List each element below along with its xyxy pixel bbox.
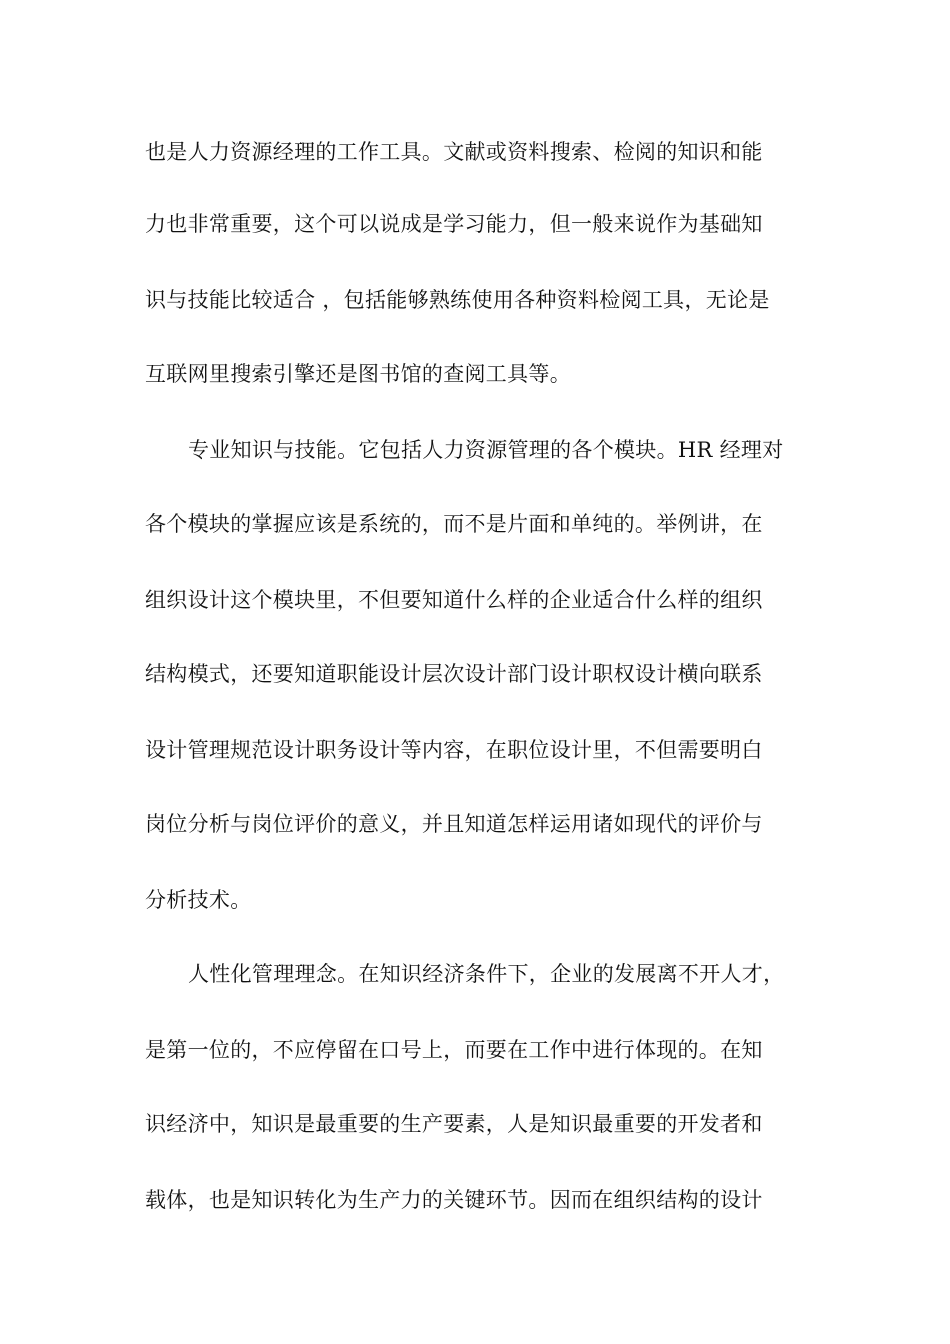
paragraph-start-humanized-management: 人性化管理理念。在知识经济条件下，企业的发展离不开人才，	[188, 962, 785, 986]
text-line-7: 组织设计这个模块里，不但要知道什么样的企业适合什么样的组织	[145, 588, 763, 612]
text-line-11: 分析技术。	[145, 888, 252, 912]
text-line-1: 也是人力资源经理的工作工具。文献或资料搜索、检阅的知识和能	[145, 140, 763, 164]
text-line-8: 结构模式，还要知道职能设计层次设计部门设计职权设计横向联系	[145, 662, 763, 686]
text-line-15: 载体，也是知识转化为生产力的关键环节。因而在组织结构的设计	[145, 1188, 763, 1212]
text-line-13: 是第一位的，不应停留在口号上，而要在工作中进行体现的。在知	[145, 1038, 763, 1062]
paragraph-start-professional-knowledge: 专业知识与技能。它包括人力资源管理的各个模块。HR 经理对	[188, 438, 784, 462]
text-line-9: 设计管理规范设计职务设计等内容，在职位设计里，不但需要明白	[145, 738, 763, 762]
text-line-3: 识与技能比较适合 ，包括能够熟练使用各种资料检阅工具，无论是	[145, 288, 770, 312]
text-line-10: 岗位分析与岗位评价的意义，并且知道怎样运用诸如现代的评价与	[145, 812, 763, 836]
text-line-2: 力也非常重要，这个可以说成是学习能力，但一般来说作为基础知	[145, 212, 763, 236]
text-line-4: 互联网里搜索引擎还是图书馆的查阅工具等。	[145, 362, 571, 386]
text-line-6: 各个模块的掌握应该是系统的，而不是片面和单纯的。举例讲，在	[145, 512, 763, 536]
text-line-14: 识经济中，知识是最重要的生产要素，人是知识最重要的开发者和	[145, 1112, 763, 1136]
